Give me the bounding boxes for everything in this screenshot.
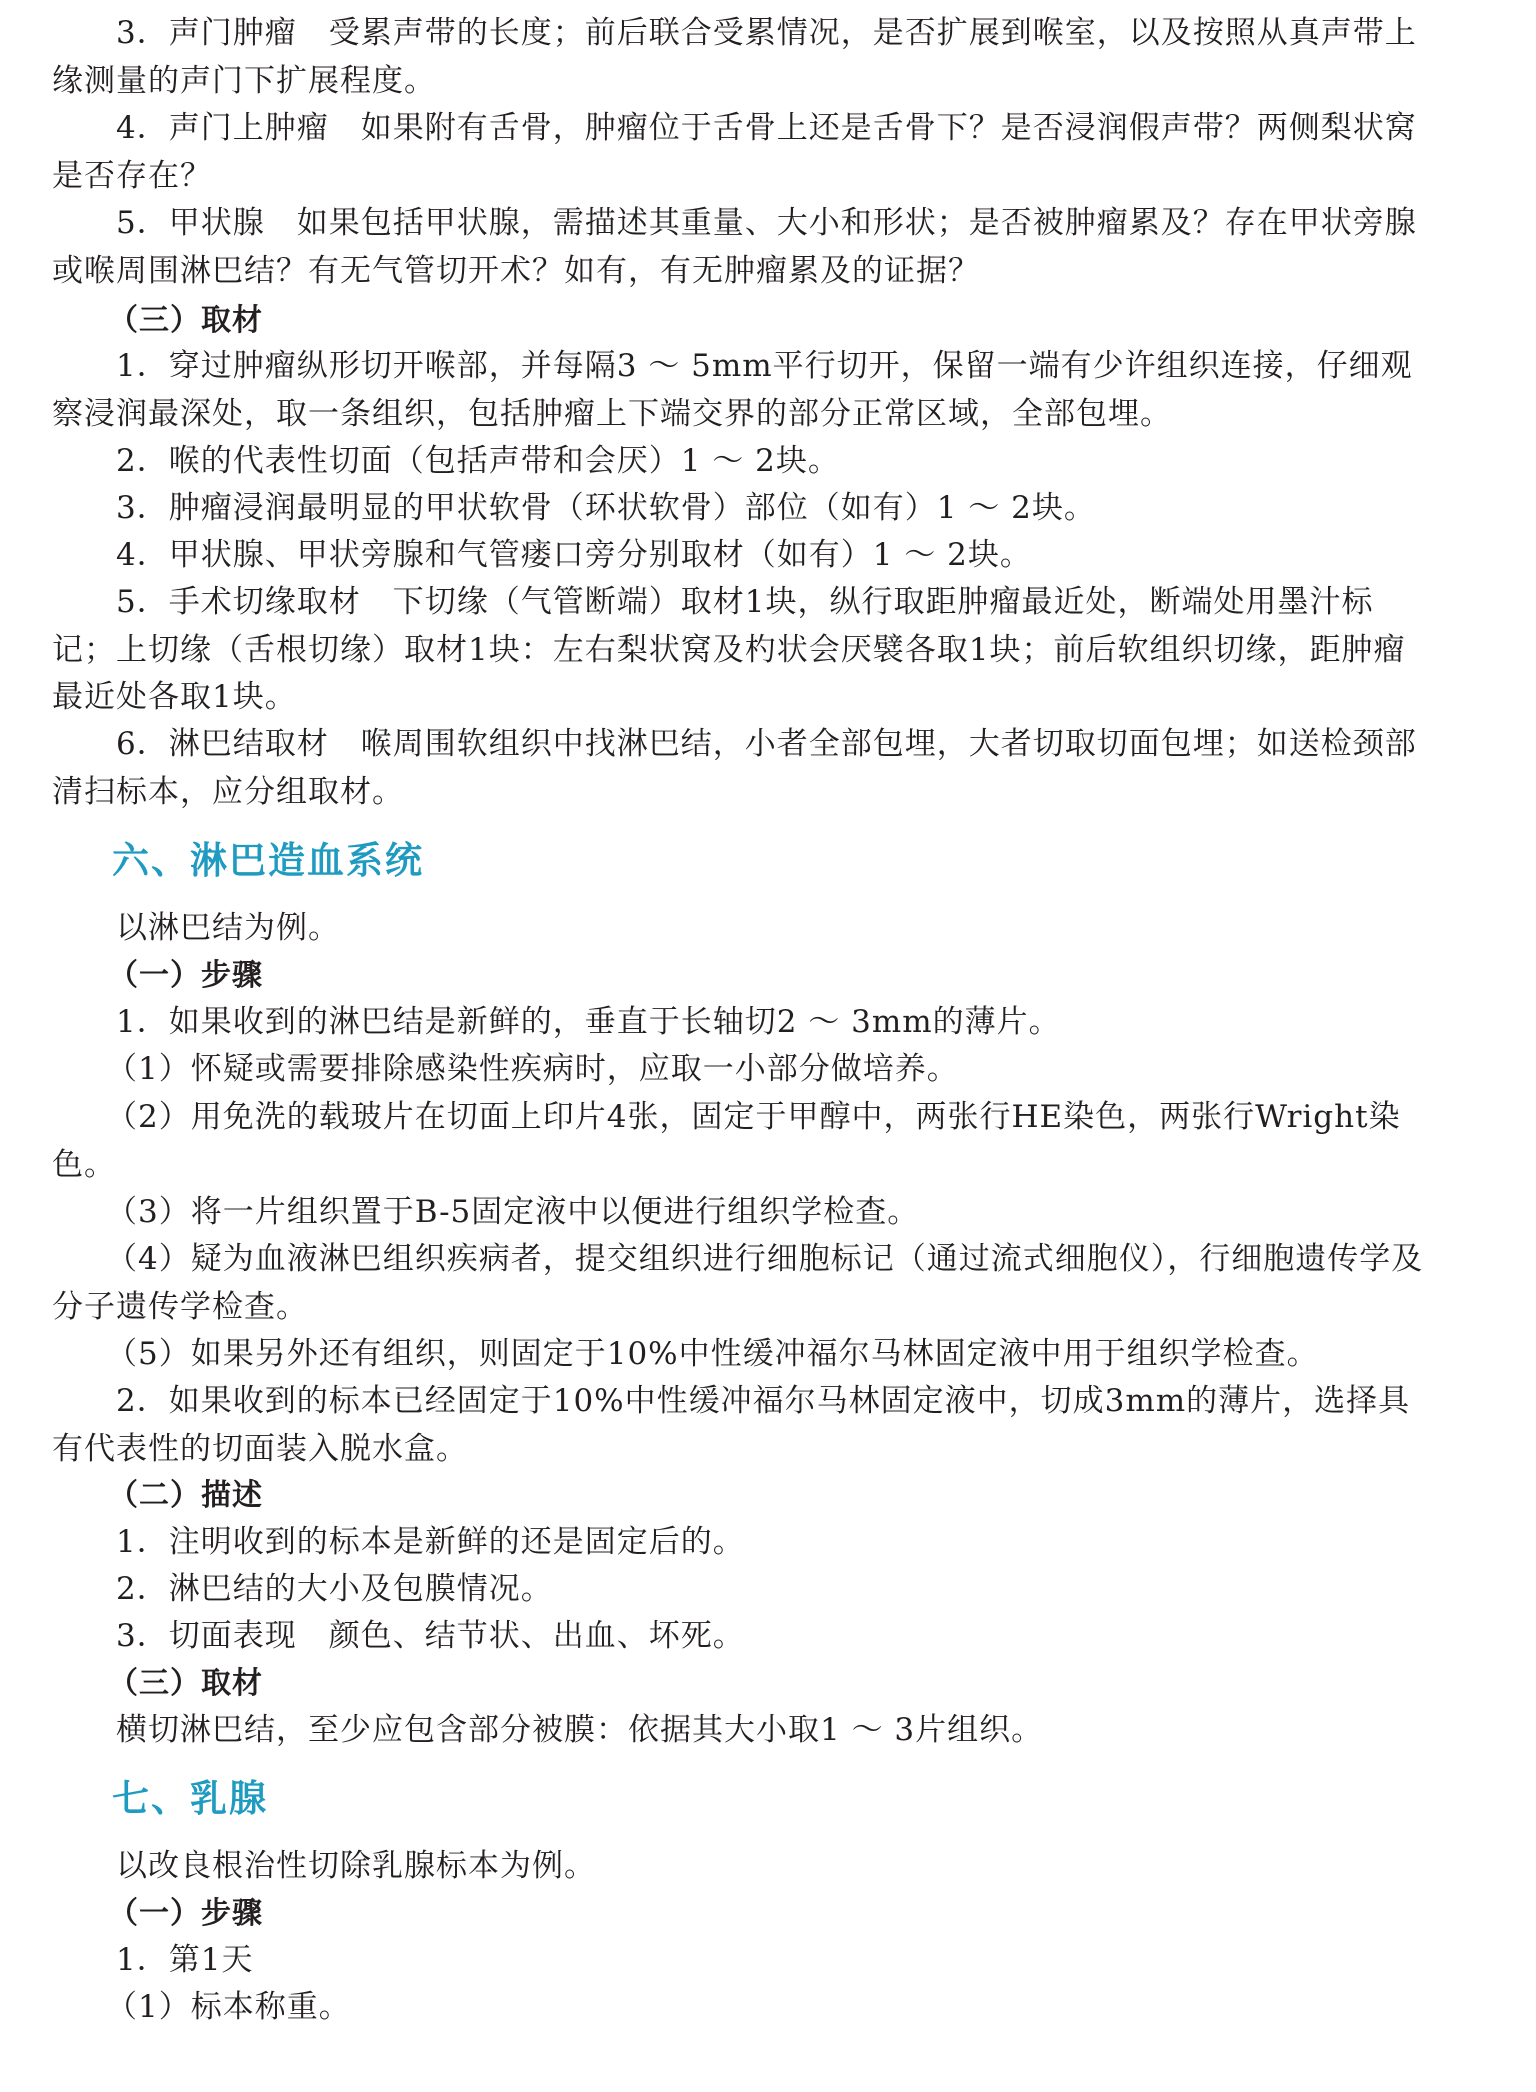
lymph-step-1-5: （5）如果另外还有组织，则固定于10%中性缓冲福尔马林固定液中用于组织学检查。 <box>106 1336 1319 1372</box>
breast-step-1-1: （1）标本称重。 <box>106 1989 351 2025</box>
subheading-sampling-larynx: （三）取材 <box>108 303 263 338</box>
description-item-2: 2．淋巴结的大小及包膜情况。 <box>116 1571 553 1607</box>
sampling-item-3: 3．肿瘤浸润最明显的甲状软骨（环状软骨）部位（如有）1 ～ 2块。 <box>116 490 1096 526</box>
section-lead-breast: 以改良根治性切除乳腺标本为例。 <box>116 1848 596 1884</box>
description-item-1: 1．注明收到的标本是新鲜的还是固定后的。 <box>116 1524 745 1560</box>
section-heading-lymphoid: 六、淋巴造血系统 <box>112 839 424 882</box>
lymph-step-1-4: （4）疑为血液淋巴组织疾病者，提交组织进行细胞标记（通过流式细胞仪），行细胞遗传学及分子遗传学检查。 <box>52 1241 1424 1325</box>
subheading-sampling-lymphoid: （三）取材 <box>108 1666 263 1701</box>
lymph-step-1-1: （1）怀疑或需要排除感染性疾病时，应取一小部分做培养。 <box>106 1051 959 1087</box>
lymph-step-1-2: （2）用免洗的载玻片在切面上印片4张，固定于甲醇中，两张行HE染色，两张行Wright染色。 <box>52 1099 1401 1183</box>
sampling-item-1: 1．穿过肿瘤纵形切开喉部，并每隔3 ～ 5mm平行切开，保留一端有少许组织连接，仔细观察浸润最深处，取一条组织，包括肿瘤上下端交界的部分正常区域，全部包埋。 <box>52 348 1413 432</box>
sampling-text-lymphoid: 横切淋巴结，至少应包含部分被膜：依据其大小取1 ～ 3片组织。 <box>116 1712 1044 1748</box>
subheading-description-lymphoid: （二）描述 <box>108 1478 263 1513</box>
paragraph-thyroid: 5．甲状腺 如果包括甲状腺，需描述其重量、大小和形状；是否被肿瘤累及？存在甲状旁腺或喉周围淋巴结？有无气管切开术？如有，有无肿瘤累及的证据？ <box>52 205 1417 289</box>
section-heading-breast: 七、乳腺 <box>112 1777 268 1820</box>
paragraph-glottic-tumor: 3．声门肿瘤 受累声带的长度；前后联合受累情况，是否扩展到喉室，以及按照从真声带上缘测量的声门下扩展程度。 <box>52 15 1417 99</box>
section-lead-lymphoid: 以淋巴结为例。 <box>116 910 340 946</box>
lymph-step-1: 1．如果收到的淋巴结是新鲜的，垂直于长轴切2 ～ 3mm的薄片。 <box>116 1004 1061 1040</box>
description-item-3: 3．切面表现 颜色、结节状、出血、坏死。 <box>116 1618 745 1654</box>
breast-step-1: 1．第1天 <box>116 1942 254 1978</box>
lymph-step-1-3: （3）将一片组织置于B-5固定液中以便进行组织学检查。 <box>106 1194 920 1230</box>
lymph-step-2: 2．如果收到的标本已经固定于10%中性缓冲福尔马林固定液中，切成3mm的薄片，选择具有代表性的切面装入脱水盒。 <box>52 1383 1411 1467</box>
sampling-item-4: 4．甲状腺、甲状旁腺和气管瘘口旁分别取材（如有）1 ～ 2块。 <box>116 537 1032 573</box>
paragraph-supraglottic-tumor: 4．声门上肿瘤 如果附有舌骨，肿瘤位于舌骨上还是舌骨下？是否浸润假声带？两侧梨状窝是否存在？ <box>52 110 1417 194</box>
sampling-item-5: 5．手术切缘取材 下切缘（气管断端）取材1块，纵行取距肿瘤最近处，断端处用墨汁标记；上切缘（舌根切缘）取材1块：左右梨状窝及杓状会厌襞各取1块；前后软组织切缘，距肿瘤最近处各取1块。 <box>52 584 1406 715</box>
sampling-item-6: 6．淋巴结取材 喉周围软组织中找淋巴结，小者全部包埋，大者切取切面包埋；如送检颈部清扫标本，应分组取材。 <box>52 726 1417 810</box>
subheading-steps-lymphoid: （一）步骤 <box>108 958 263 993</box>
sampling-item-2: 2．喉的代表性切面（包括声带和会厌）1 ～ 2块。 <box>116 443 840 479</box>
subheading-steps-breast: （一）步骤 <box>108 1896 263 1931</box>
